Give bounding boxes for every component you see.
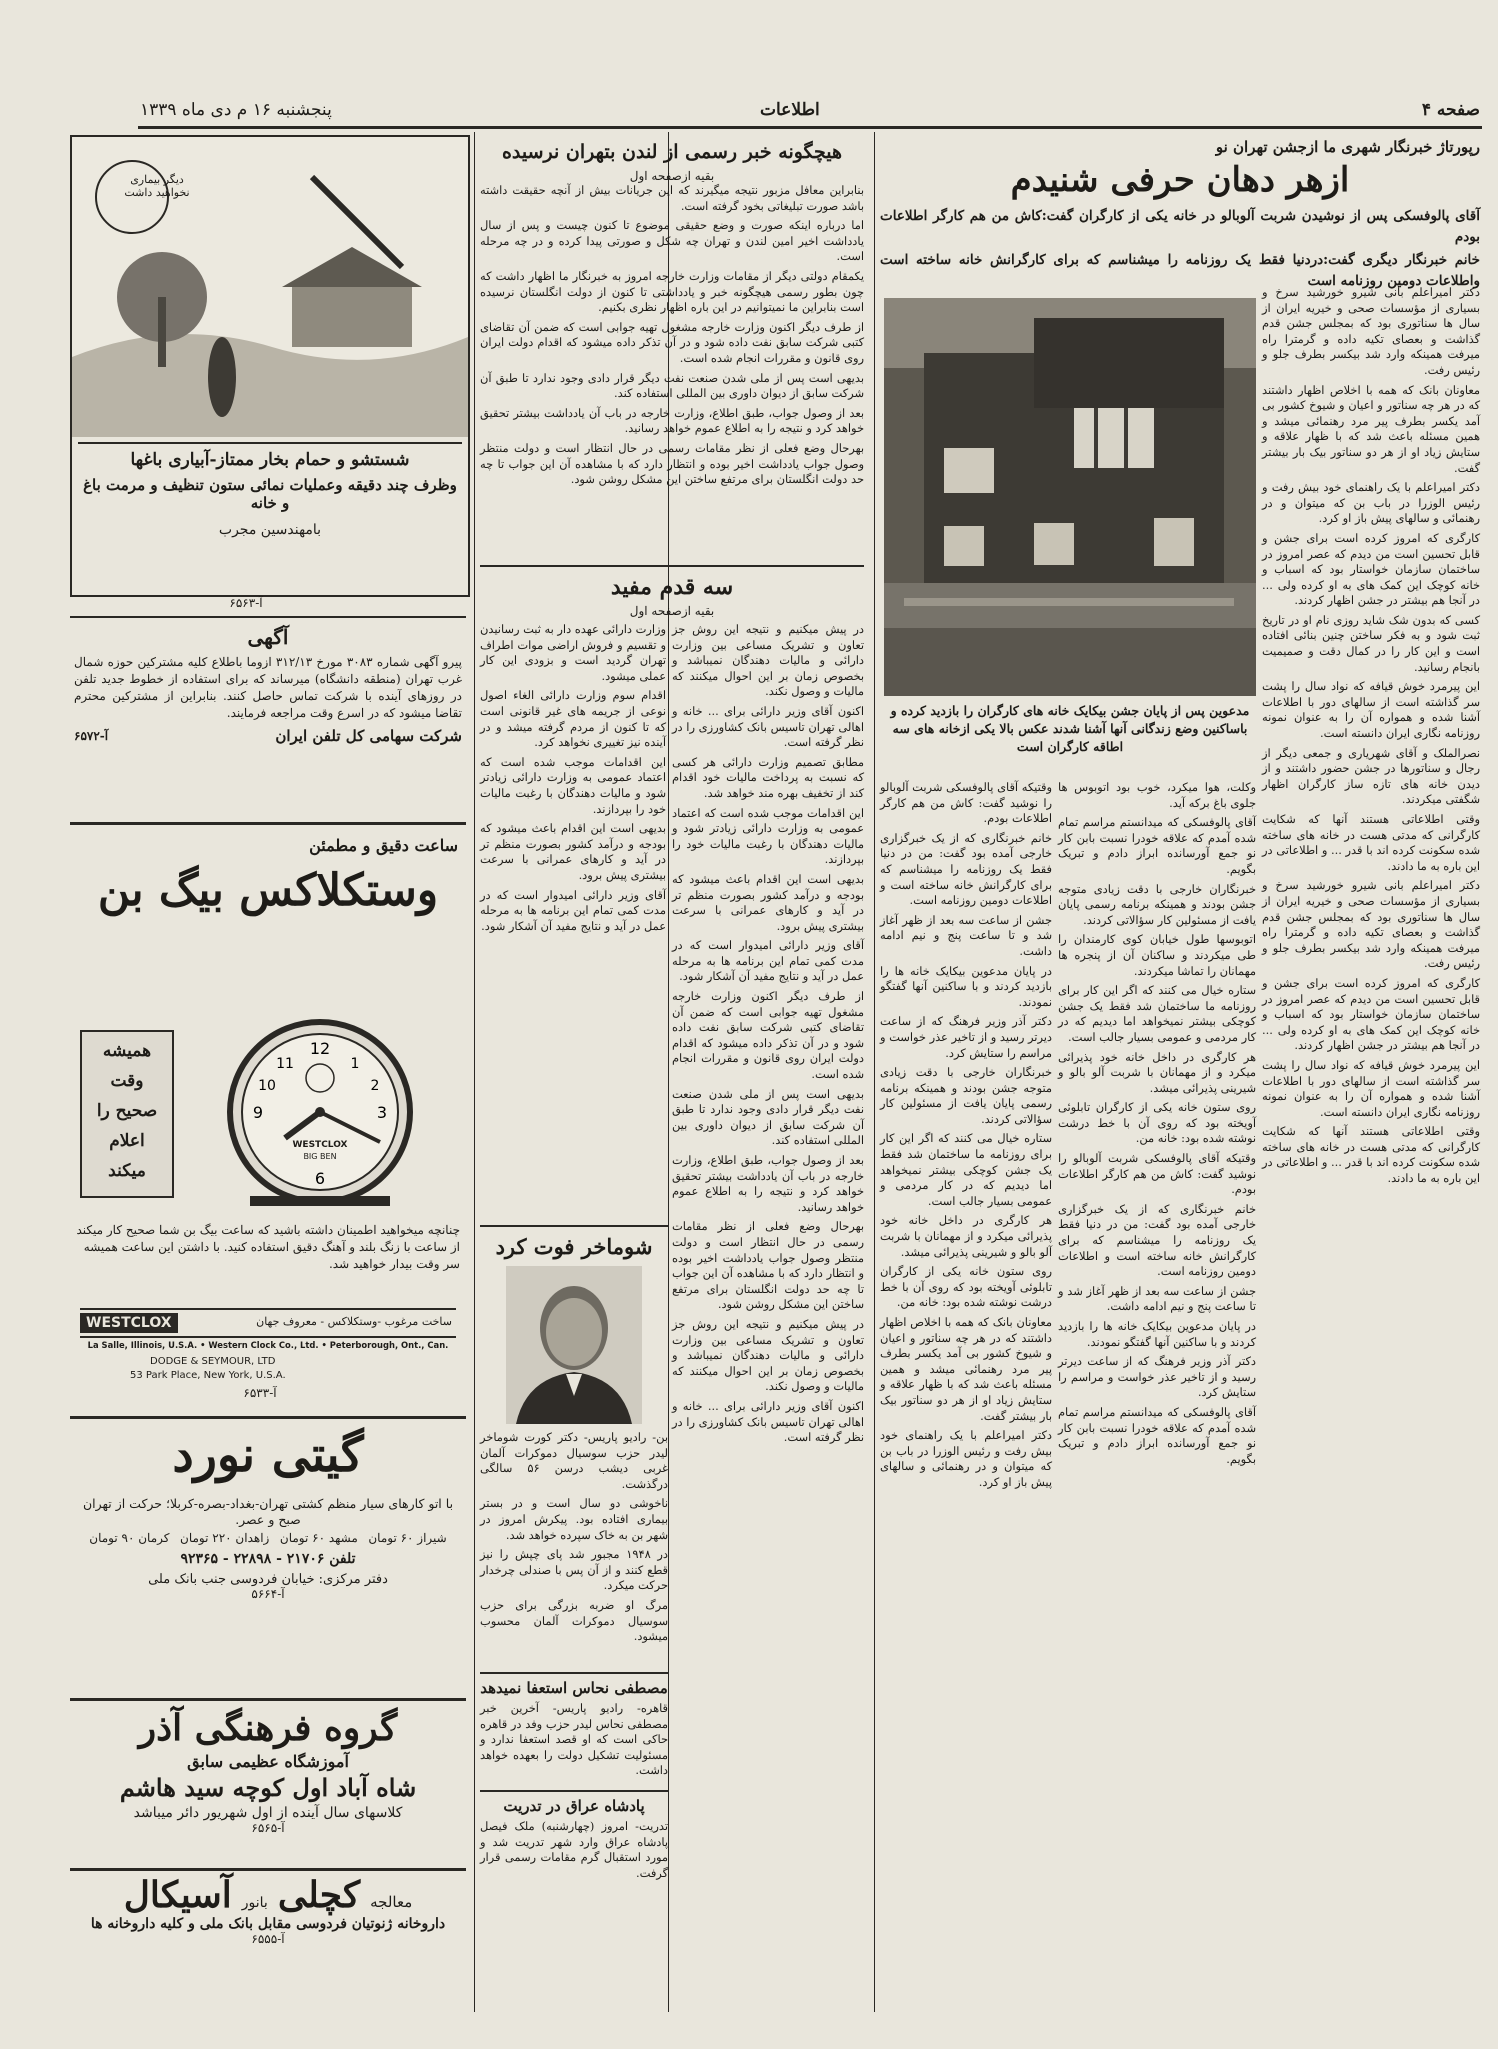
paragraph: کسی که بدون شک شاید روزی نام او در تاریخ ثبت شود و به فکر ساختن چنین بنائی افتاده است و این کار را در کمال دقت و صمیمیت بانجام رسانید. (1262, 612, 1480, 674)
paragraph: وزارت دارائی عهده دار به ثبت رسانیدن و تقسیم و فروش اراضی موات اطراف تهران گردید است و بزودی این کار عملی میشود. (480, 622, 666, 683)
schedule-item: مشهد ۶۰ تومان (279, 1531, 358, 1546)
paragraph: خبرنگاران خارجی با دقت زیادی متوجه جشن بودند و همینکه برنامه رسمی پایان یافت از مسئولین کار سؤالاتی کردند. (1058, 881, 1256, 927)
card-line: اعلام (109, 1131, 145, 1151)
column-rule (474, 132, 475, 2012)
ad-shafa-title: دیگر بیماری نخواهید داشت (124, 173, 190, 199)
paragraph: اما درباره اینکه صورت و وضع حقیقی موضوع تا کنون چیست و پس از سال یادداشت اخیر امین لندن و تهران چه شکل و صورتی پیدا کرده و در چه مرحله است. (480, 218, 864, 264)
resign-title: مصطفی نحاس استعفا نمیدهد (480, 1679, 668, 1697)
tips-col-right (672, 622, 864, 2002)
divider (70, 822, 466, 825)
tips-sub: بقیه ازصفحه اول (629, 604, 715, 618)
westclox-addr: DODGE & SEYMOUR, LTD (150, 1356, 276, 1367)
card-line: میکند (108, 1161, 146, 1181)
paragraph: بدیهی است این اقدام باعث میشود که بودجه و درآمد کشور بصورت منظم تر در آید و کارهای عمرانی با سرعت بیشتری پیش برود. (480, 821, 666, 882)
paragraph: یکمقام دولتی دیگر از مقامات وزارت خارجه امروز به خبرنگار ما اظهار داشت که چون بطور رسمی هیچگونه خبر و یادداشتی تا کنون از دولت انگلستان نرسیده است بنابراین ما نمیتوانیم در این باره اظهار نظری بکنیم. (480, 268, 864, 315)
ad-phone-footer (74, 726, 462, 747)
divider (70, 1416, 466, 1419)
tips-title: سه قدم مفید (610, 574, 734, 600)
westclox-addr: 53 Park Place, New York, U.S.A. (130, 1370, 286, 1381)
paragraph: دکتر امیراعلم با یک راهنمای خود بیش رفت و رئیس الوزرا در باب بن که میتوان و در رهنمائی و سالهای پیش باز او کرد. (1262, 480, 1480, 526)
paragraph: جشن از ساعت سه بعد از ظهر آغاز شد و تا ساعت پنج و نیم ادامه داشت. (1058, 1283, 1256, 1314)
westclox-addr: La Salle, Illinois, U.S.A. • Western Clock Co., Ltd. • Peterborough, Ont., Can. (87, 1340, 449, 1350)
kachali-pre: معالجه (370, 1893, 413, 1911)
paragraph: از طرف دیگر اکنون وزارت خارجه مشغول تهیه جوابی است که ضمن آن تقاضای کتبی شرکت سابق نفت داده شود و در آن تذکر داده میشود که اقدام دولت ایران روی قانون و مقررات انجام شده است. (480, 319, 864, 365)
tips-col-left (480, 622, 666, 1222)
paragraph: از طرف دیگر اکنون وزارت خارجه مشغول تهیه جوابی است که ضمن آن تقاضای کتبی شرکت سابق نفت داده شود و در آن تذکر داده میشود که اقدام دولت ایران روی قانون و مقررات انجام شده است. (672, 989, 864, 1082)
newspaper-name: اطلاعات (760, 100, 820, 120)
portrait-photo (506, 1266, 642, 1424)
ad-giti-title: گیتی نورد (172, 1427, 364, 1483)
kachali-title2: آسیکال (123, 1874, 232, 1916)
divider (70, 1698, 466, 1701)
photo-caption: مدعوین پس از پایان جشن بیکایک خانه های کارگران را بازدید کرده و باساکنین وضع زندگانی آنها آشنا شدند عکس بالا یکی ازخانه های سه اطاقه کارگران است (890, 703, 1250, 754)
ad-code: آ-۵۶۶۴ (251, 1587, 285, 1602)
photo-graphic (884, 298, 1256, 696)
ad-phone (74, 620, 462, 810)
ad-line: شستشو و حمام بخار ممتاز-آبیاری باغها (130, 450, 410, 470)
ad-westclox-body: چنانچه میخواهید اطمینان داشته باشید که ساعت بیگ بن شما صحیح کار میکند از ساعت با زنگ بلند و آهنگ دقیق استفاده کنید. با داشتن این ساعت همیشه سر وقت بیدار خواهید شد. (76, 1223, 460, 1271)
paragraph: آقای پالوفسکی که میدانستم مراسم تمام شده آمدم که علاقه خودرا نسبت بابن کار نو جمع آورسانده ابراز دادم و تبریک بگویم. (1058, 1404, 1256, 1466)
alarm-clock-icon (80, 1020, 456, 1210)
main-story-head (880, 135, 1480, 289)
svg-text:3: 3 (376, 1103, 388, 1122)
king-title: پادشاه عراق در تدریت (503, 1797, 645, 1815)
paragraph: دکتر امیراعلم بانی شیرو خورشید سرخ و بسیاری از مؤسسات صحی و خیریه ایران از سال ها سناتوری بود که بمجلس جشن قدم گذاشت و بعصای تکیه داده و گرمترا راه میرفت همینکه وارد شد بیکسر بطرف جلو و رئیس رفت. (1262, 878, 1480, 971)
tips-head (480, 570, 864, 620)
paragraph: آقای وزیر دارائی امیدوار است که در مدت کمی تمام این برنامه ها به مرحله عمل در آید و نتایج مفید آن آشکار شود. (672, 938, 864, 984)
westclox-logo: WESTCLOX (80, 1313, 178, 1333)
paragraph: بعد از وصول جواب، طبق اطلاع، وزارت خارجه در باب آن یادداشت بیشتر تحقیق خواهد کرد و نتیجه را به اطلاع عموم خواهد رسانید. (672, 1153, 864, 1214)
ad-giti-body: با اتو کارهای سیار منظم کشتی تهران-بغداد-بصره-کربلا؛ حرکت از تهران صبح و عصر. (82, 1496, 454, 1527)
paragraph: بدیهی است این اقدام باعث میشود که بودجه و درآمد کشور بصورت منظم تر در آید و کارهای عمرانی با سرعت بیشتری پیش برود. (672, 871, 864, 933)
story-title: ازهر دهان حرفی شنیدم (1010, 160, 1350, 200)
page-header (140, 100, 1480, 122)
paragraph: آقای پالوفسکی که میدانستم مراسم تمام شده آمدم که علاقه خودرا نسبت بابن کار نو جمع آورسانده ابراز دادم و تبریک بگویم. (1058, 815, 1256, 876)
paragraph: این اقدامات موجب شده است که اعتماد عمومی به وزارت دارائی زیادتر شود و مالیات دهندگان با رغبت مالیات خود را بپردازند. (672, 805, 864, 867)
obituary-caption: بن- رادیو پاریس- دکتر کورت شوماخر لیدر حزب سوسیال دموکرات آلمان غربی دیشب درسن ۵۶ سالگی درگذشت. (480, 1430, 669, 1491)
ad-westclox-tag: ساعت دقیق و مطمئن (309, 836, 458, 855)
paragraph: این اقدامات موجب شده است که اعتماد عمومی به وزارت دارائی زیادتر شود و مالیات دهندگان با رغبت مالیات خود را بپردازند. (480, 754, 666, 816)
paragraph: بنابراین معافل مزبور نتیجه میگیرند که این جریانات بیش از آنچه حقیقت داشته باشد صورت تبلیغاتی بخود گرفته است. (480, 183, 864, 213)
clock-sub: BIG BEN (303, 1152, 337, 1161)
svg-text:6: 6 (314, 1169, 326, 1188)
ad-line: بامهندسین مجرب (218, 522, 322, 538)
giti-schedule (84, 1531, 452, 1545)
main-story-col2 (1058, 780, 1256, 2000)
ad-shafa (70, 135, 470, 597)
paragraph: در پیش میکنیم و نتیجه این روش جز تعاون و تشریک مساعی بین وزارت دارائی و مالیات دهندگان نمیباشد و بخصوص زمان بر این احوال میکنند که مالیات و وصول نکند. (672, 1316, 864, 1394)
paragraph: بدیهی است پس از ملی شدن صنعت نفت دیگر قرار دادی وجود ندارد تا طبق آن شرکت سابق از دیوان داوری بین المللی استفاده کند. (672, 1086, 864, 1148)
schedule-item: شیراز ۶۰ تومان (368, 1531, 447, 1546)
obituary-title: شوماخر فوت کرد (495, 1234, 653, 1259)
kachali-headline (74, 1874, 462, 1916)
giti-phone: تلفن ۲۱۷۰۶ - ۲۲۸۹۸ - ۹۲۳۶۵ (180, 1551, 356, 1568)
paragraph: بهرحال وضع فعلی از نظر مقامات رسمی در حال انتظار است و دولت منتظر وصول جواب یادداشت اخیر بوده و انتظار دارد که با مشاهده آن این جواب تا چه حد دولت انگلستان برای مرتفع ساختن این مشکل روشن شود. (480, 440, 864, 487)
kachali-mid: بانور (241, 1895, 268, 1911)
paragraph: خانم خبرنگاری که از یک خبرگزاری خارجی آمده بود گفت: من در دنیا فقط یک روزنامه را میشناسم که برای کارگرانش خانه ساخته است و اطلاعات دومین روزنامه است. (1058, 1201, 1256, 1279)
paragraph: دکتر آذر وزیر فرهنگ که از ساعت دیرتر رسید و از تاخیر عذر خواست و مراسم را ستایش کرد. (880, 1014, 1052, 1060)
ad-azar-sub: آموزشگاه عظیمی سابق (187, 1752, 349, 1771)
paragraph: اتوبوسها طول خیابان کوی کارمندان را طی میکردند و ساکنان آن از پنجره ها مهمانان را تماشا میکردند. (1058, 932, 1256, 978)
paragraph: معاونان بانک که همه با اخلاص اظهار داشتند که در هر چه سناتور و اعیان و شیوخ کشور بی آمد یکسر بطرف پیر مرد رهنمائی میشد و همین مسئله باعث شد که با ظهار علاقه و ستایش زیاد او از هر دو سناتور بیک بار بیشتر گفت. (1262, 382, 1480, 475)
kachali-title: کچلی (277, 1874, 361, 1916)
clock-label: WESTCLOX (292, 1140, 348, 1150)
ad-shafa-text (78, 442, 462, 538)
story-kicker: رپورتاژ خبرنگار شهری ما ازجشن تهران نو (1215, 138, 1480, 156)
paragraph: هر کارگری در داخل خانه خود پذیرائی میکرد و از مهمانان با شربت آلو بالو و شیرینی پذیرائی میشد. (1058, 1049, 1256, 1095)
ad-line: وظرف چند دقیقه وعملیات نمائی ستون تنظیف و مرمت باغ و خانه (83, 476, 457, 512)
ad-azar-title: گروه فرهنگی آذر (138, 1707, 398, 1749)
svg-text:1: 1 (350, 1056, 360, 1072)
obituary-article (480, 1230, 668, 1670)
paragraph: قاهره- رادیو پاریس- آخرین خبر مصطفی نحاس لیدر حزب وفد در قاهره حاکی است که او قصد استعفا ندارد و مسئولیت تشکیل دولت را بعهده خواهد داشت. (480, 1701, 668, 1778)
paragraph: معاونان بانک که همه با اخلاص اظهار داشتند که در هر چه سناتور و اعیان و شیوخ کشور بی آمد یکسر بطرف پیر مرد رهنمائی میشد و همین مسئله باعث شد که با ظهار علاقه و ستایش زیاد او از هر دو سناتور بیک بار بیشتر گفت. (880, 1315, 1052, 1423)
schedule-item: زاهدان ۲۲۰ تومان (180, 1531, 270, 1546)
svg-text:11: 11 (276, 1056, 294, 1072)
main-story-col1 (1262, 285, 1480, 2000)
svg-text:9: 9 (252, 1103, 264, 1122)
ad-giti (74, 1422, 462, 1692)
paragraph: کارگری که امروز کرده است برای جشن و قابل تحسین است من دیدم که عصر امروز در ساختمان سازمان خواستار بود که اسباب و خانه کوچک این کمک های به او کرده ولی ... در آنجا هم بیشتر در جشن اظهار کردند. (1262, 530, 1480, 608)
ad-westclox-brand: وستکلاکس بیگ بن (97, 865, 439, 916)
divider (480, 565, 864, 567)
divider (70, 1868, 466, 1871)
paragraph: وقتی اطلاعاتی هستند آنها که شکایت کارگرانی که مدتی هست در خانه های ساخته شده سکونت کرده اند با قدر ... و اطلاعاتی در این باره به ما دادند. (1262, 1124, 1480, 1186)
news-title: هیچگونه خبر رسمی از لندن بتهران نرسیده (501, 141, 843, 163)
paragraph: در پایان مدعوین بیکایک خانه ها را بازدید کردند و با ساکنین آنها گفتگو نمودند. (880, 963, 1052, 1009)
resign-article (480, 1676, 668, 1786)
paragraph: تدریت- امروز (چهارشنبه) ملک فیصل پادشاه عراق وارد شهر تدریت شد و مورد استقبال گرم مقامات رسمی قرار گرفت. (480, 1819, 668, 1880)
paragraph: بدیهی است پس از ملی شدن صنعت نفت دیگر قرار دادی وجود ندارد تا طبق آن شرکت سابق از دیوان داوری بین المللی استفاده کند. (480, 370, 864, 401)
paragraph: ستاره خیال می کنند که اگر این کار برای روزنامه ما ساختمان شد فقط یک جشن کوچکی بیشتر نمیخواهد اما دیدیم که در کار مردمی و عمومی بسیار جالب است. (1058, 983, 1256, 1044)
paragraph: مطابق تصمیم وزارت دارائی هر کسی که نسبت به پرداخت مالیات خود اقدام کند از تخفیف بهره مند خواهد شد. (672, 754, 864, 800)
svg-text:2: 2 (370, 1078, 380, 1094)
king-article (480, 1794, 668, 2004)
date-line: پنجشنبه ۱۶ م دی ماه ۱۳۳۹ (140, 100, 332, 120)
westclox-logo-bar (80, 1308, 456, 1338)
paragraph: نصرالملک و آقای شهریاری و جمعی دیگر از رجال و سناتورها در جشن حضور داشتند و از دیدن خانه های تازه ساز کارگران اظهار شگفتی میکردند. (1262, 745, 1480, 807)
svg-text:12: 12 (309, 1039, 331, 1058)
paragraph: اکنون آقای وزیر دارائی برای ... خانه و اهالی تهران تاسیس بانک کشاورزی را در نظر گرفته است. (672, 703, 864, 750)
paragraph: دکتر امیراعلم با یک راهنمای خود بیش رفت و رئیس الوزرا در باب بن که میتوان و در رهنمائی و سالهای پیش باز او کرد. (880, 1428, 1052, 1489)
main-story-col3 (880, 780, 1052, 2000)
card-line: همیشه (102, 1041, 152, 1061)
header-rule (138, 126, 1482, 129)
portrait-graphic (506, 1266, 642, 1424)
paragraph: خانم خبرنگاری که از یک خبرگزاری خارجی آمده بود گفت: من در دنیا فقط یک روزنامه را میشناسم که برای کارگرانش خانه ساخته است و اطلاعات دومین روزنامه است. (880, 830, 1052, 908)
westclox-tag: ساخت مرغوب -وستکلاکس - معروف جهان (256, 1315, 452, 1328)
paragraph: روی ستون خانه یکی از کارگران تابلوئی آویخته بود که روی آن با خط درشت نوشته شده بود: خانه من. (880, 1264, 1052, 1310)
ad-code: آ-۶۵۳۳ (243, 1386, 277, 1400)
ad-kachali (74, 1874, 462, 2004)
paragraph: هر کارگری در داخل خانه خود پذیرائی میکرد و از مهمانان با شربت آلو بالو و شیرینی پذیرائی میشد. (880, 1213, 1052, 1259)
paragraph: ستاره خیال می کنند که اگر این کار برای روزنامه ما ساختمان شد فقط یک جشن کوچکی بیشتر نمیخواهد اما دیدیم که در کار مردمی و عمومی بسیار جالب است. (880, 1131, 1052, 1208)
kachali-body: داروخانه ژنوتیان فردوسی مقابل بانک ملی و کلیه داروخانه ها (90, 1916, 446, 1932)
paragraph: مرگ او ضربه بزرگی برای حزب سوسیال دموکرات آلمان محسوب میشود. (480, 1597, 668, 1644)
paragraph: جشن از ساعت سه بعد از ظهر آغاز شد و تا ساعت پنج و نیم ادامه داشت. (880, 912, 1052, 958)
news-article (480, 135, 864, 560)
paragraph: در ۱۹۴۸ مجبور شد پای چپش را نیز قطع کنند و از آن پس با صندلی چرخدار حرکت میکرد. (480, 1547, 668, 1593)
paragraph: دکتر آذر وزیر فرهنگ که از ساعت دیرتر رسید و از تاخیر عذر خواست و مراسم را ستایش کرد. (1058, 1354, 1256, 1400)
ad-code: آ-۶۵۶۵ (251, 1821, 285, 1835)
ad-phone-body: پیرو آگهی شماره ۳۰۸۳ مورخ ۳۱۲/۱۳ ازوما باطلاع کلیه مشترکین حوزه شمال غرب تهران (منطقه دانشگاه) میرساند که برای استفاده از خطوط جدید تلفن در روزهای آینده با شرکت تماس حاصل کنند. بنابراین از مشترکین محترم تقاضا میشود که در اسرع وقت مراجعه فرمایند. (74, 655, 463, 720)
clock-art (80, 1020, 456, 1210)
ad-westclox (70, 830, 466, 1410)
paragraph: وکلت، هوا میکرد، خوب بود اتوبوس ها جلوی باغ برکه آید. (1058, 780, 1256, 810)
ad-phone-title: آگهی (247, 625, 289, 649)
story-deck: خانم خبرنگار دیگری گفت:دردنیا فقط یک روزنامه را میشناسم که برای کارگرانش خانه ساخته است واطلاعات دومین روزنامه است (880, 252, 1480, 289)
paragraph: اکنون آقای وزیر دارائی برای ... خانه و اهالی تهران تاسیس بانک کشاورزی را در نظر گرفته است. (672, 1398, 864, 1445)
ad-azar-address: شاه آباد اول کوچه سید هاشم (119, 1773, 417, 1802)
paragraph: دکتر امیراعلم بانی شیرو خورشید سرخ و بسیاری از مؤسسات صحی و خیریه ایران از سال ها سناتوری بود که بمجلس جشن قدم گذاشت و بعصای تکیه داده و گرمترا راه میرفت همینکه وارد شد بیکسر بطرف جلو و رئیس رفت. (1262, 285, 1480, 377)
divider (480, 1672, 668, 1674)
paragraph: وقتی اطلاعاتی هستند آنها که شکایت کارگرانی که مدتی هست در خانه های ساخته شده سکونت کرده اند با قدر ... و اطلاعاتی در این باره به ما دادند. (1262, 812, 1480, 873)
paragraph: روی ستون خانه یکی از کارگران تابلوئی آویخته بود که روی آن با خط درشت نوشته شده بود: خانه من. (1058, 1100, 1256, 1146)
news-sub: بقیه ازصفحه اول (629, 169, 715, 183)
ad-code: آ-۶۵۷۲ (74, 729, 109, 743)
photo-caption-box (884, 700, 1256, 778)
paragraph: خبرنگاران خارجی با دقت زیادی متوجه جشن بودند و همینکه برنامه رسمی پایان یافت از مسئولین کار سؤالاتی کردند. (880, 1065, 1052, 1126)
ad-azar-note: کلاسهای سال آینده از اول شهریور دائر میباشد (133, 1805, 403, 1821)
paragraph: بهرحال وضع فعلی از نظر مقامات رسمی در حال انتظار است و دولت منتظر وصول جواب یادداشت اخیر بوده و انتظار دارد که با مشاهده آن این جواب تا چه حد دولت انگلستان برای مرتفع ساختن این مشکل روشن شود. (672, 1219, 864, 1312)
divider (480, 1790, 668, 1792)
paragraph: این پیرمرد خوش قیافه که نواد سال را پشت سر گذاشته است از سالهای دور با اطلاعات آشنا شده و همواره آن را به عنوان نمونه روزنامه نگاری ایران دانسته است. (1262, 1057, 1480, 1119)
ad-azar (74, 1704, 462, 1864)
schedule-item: کرمان ۹۰ تومان (89, 1531, 170, 1546)
giti-address: دفتر مرکزی: خیابان فردوسی جنب بانک ملی (148, 1572, 388, 1588)
story-deck: آقای پالوفسکی پس از نوشیدن شربت آلوبالو در خانه یکی از کارگران گفت:کاش من هم کارگر اطلاعات بودم (880, 208, 1480, 245)
paragraph: وقتیکه آقای پالوفسکی شربت آلوبالو را نوشید گفت: کاش من هم کارگر اطلاعات بودم. (880, 780, 1052, 826)
paragraph: ناخوشی دو سال است و در بستر بیماری افتاده بود. پیکرش امروز در شهر بن به خاک سپرده خواهد شد. (480, 1496, 668, 1542)
divider (70, 616, 466, 618)
column-rule (874, 132, 875, 2012)
paragraph: آقای وزیر دارائی امیدوار است که در مدت کمی تمام این برنامه ها به مرحله عمل در آید و نتایج مفید آن آشکار شود. (480, 887, 666, 933)
paragraph: بعد از وصول جواب، طبق اطلاع، وزارت خارجه در باب آن یادداشت بیشتر تحقیق خواهد کرد و نتیجه را به اطلاع عموم خواهد رسانید. (480, 405, 864, 436)
ad-code: آ-۶۵۶۳ (229, 596, 263, 610)
paragraph: اقدام سوم وزارت دارائی الغاء اصول نوعی از جریمه های غیر قانونی است که تا کنون از مردم گرفته میشد و در آینده نیز تغییری نخواهد کرد. (480, 688, 666, 750)
paragraph: وقتیکه آقای پالوفسکی شربت آلوبالو را نوشید گفت: کاش من هم کارگر اطلاعات بودم. (1058, 1151, 1256, 1197)
paragraph: در پایان مدعوین بیکایک خانه ها را بازدید کردند و با ساکنین آنها گفتگو نمودند. (1058, 1319, 1256, 1349)
card-line: وقت (110, 1071, 144, 1091)
houses-photo (884, 298, 1256, 696)
ad-code: آ-۶۵۵۵ (251, 1932, 285, 1946)
ad-phone-company: شرکت سهامی کل تلفن ایران (275, 727, 462, 745)
svg-text:10: 10 (258, 1078, 276, 1094)
paragraph: این پیرمرد خوش قیافه که نواد سال را پشت سر گذاشته است از سالهای دور با اطلاعات آشنا شده و همواره آن را به عنوان نمونه روزنامه نگاری ایران دانسته است. (1262, 679, 1480, 741)
paragraph: کارگری که امروز کرده است برای جشن و قابل تحسین است من دیدم که عصر امروز در ساختمان سازمان خواستار بود که اسباب و خانه کوچک این کمک های به او کرده ولی ... در آنجا هم بیشتر در جشن اظهار کردند. (1262, 975, 1480, 1053)
card-line: صحیح را (96, 1101, 158, 1121)
divider (480, 1225, 668, 1227)
page-number: صفحه ۴ (1421, 100, 1480, 120)
paragraph: در پیش میکنیم و نتیجه این روش جز تعاون و تشریک مساعی بین وزارت دارائی و مالیات دهندگان نمیباشد و بخصوص زمان بر این احوال میکنند که مالیات و وصول نکند. (672, 622, 864, 699)
